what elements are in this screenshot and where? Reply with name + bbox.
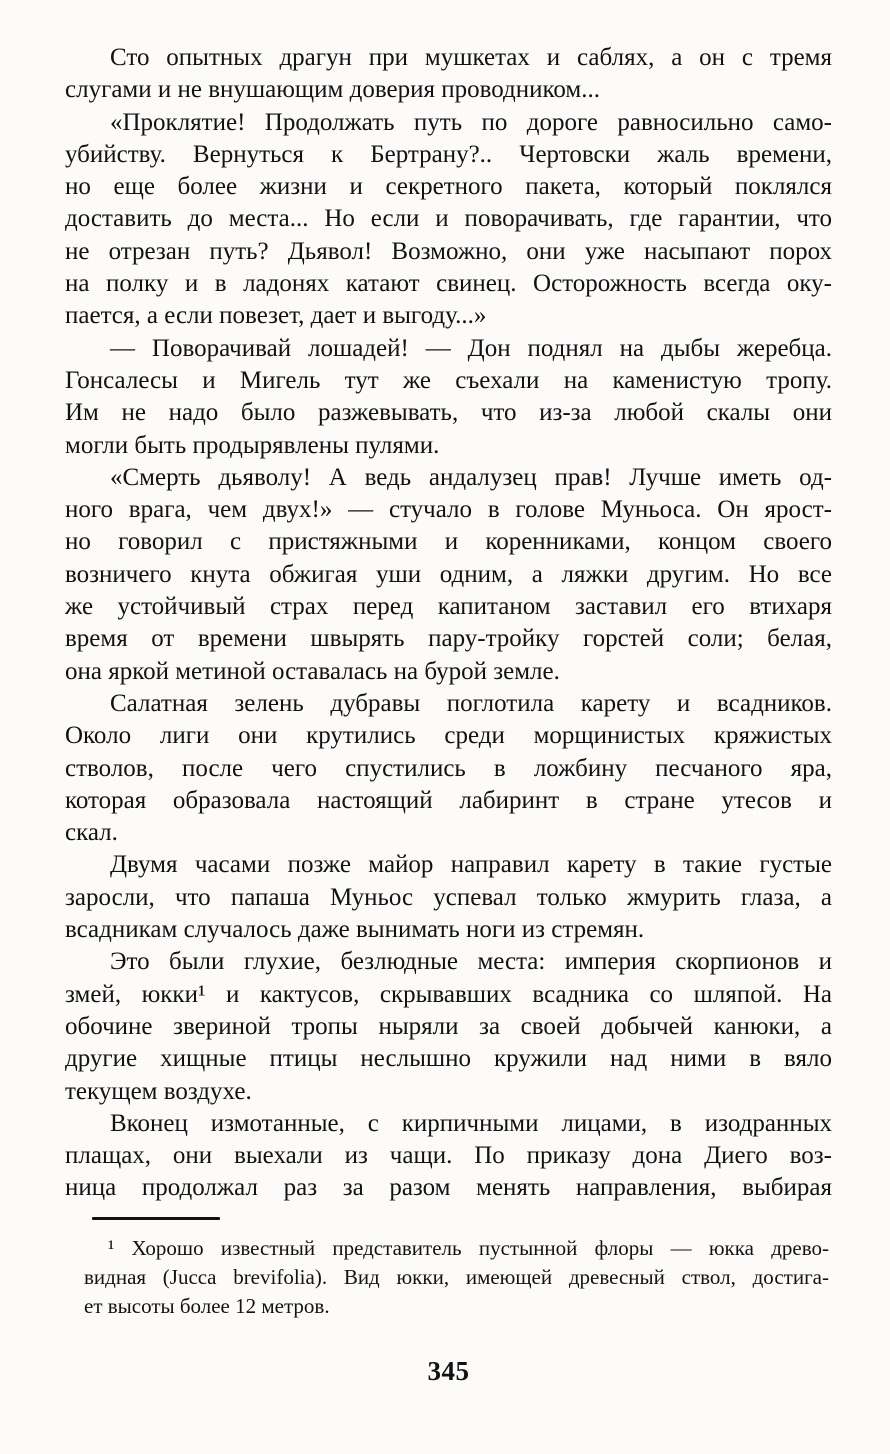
text-line: скал. xyxy=(65,819,118,847)
text-line: пается, а если повезет, дает и выгоду...» xyxy=(65,302,487,330)
text-line: которая образовала настоящий лабиринт в стране утесов и xyxy=(65,786,832,814)
footnote-text xyxy=(84,1234,829,1320)
text-line: не отрезан путь? Дьявол! Возможно, они уже насыпают порох xyxy=(65,237,832,265)
body-text xyxy=(65,42,832,1205)
text-line: но еще более жизни и секретного пакета, который поклялся xyxy=(65,173,832,201)
text-line: текущем воздухе. xyxy=(65,1077,252,1105)
text-line: могли быть продырявлены пулями. xyxy=(65,431,440,459)
footnote-line: видная (Jucca brevifolia). Вид юкки, имеющей древесный ствол, достига- xyxy=(84,1264,829,1289)
text-line: «Смерть дьяволу! А ведь андалузец прав! Лучше иметь од- xyxy=(110,463,832,491)
text-line: убийству. Вернуться к Бертрану?.. Чертовски жаль времени, xyxy=(65,140,832,168)
text-line: Гонсалесы и Мигель тут же съехали на каменистую тропу. xyxy=(65,366,832,394)
footnote-separator xyxy=(92,1217,220,1220)
text-line: всадникам случалось даже вынимать ноги из стремян. xyxy=(65,916,645,944)
text-line: Двумя часами позже майор направил карету в такие густые xyxy=(110,851,832,879)
text-line: заросли, что папаша Муньос успевал только жмурить глаза, а xyxy=(65,883,832,911)
text-line: ница продолжал раз за разом менять направления, выбирая xyxy=(65,1174,832,1202)
text-line: — Поворачивай лошадей! — Дон поднял на дыбы жеребца. xyxy=(110,334,832,362)
text-line: слугами и не внушающим доверия проводником... xyxy=(65,76,600,104)
text-line: но говорил с пристяжными и коренниками, концом своего xyxy=(65,528,832,556)
text-line: ного врага, чем двух!» — стучало в голове Муньоса. Он ярост- xyxy=(65,496,832,524)
footnote-line: ет высоты более 12 метров. xyxy=(84,1293,330,1318)
text-line: Около лиги они крутились среди морщинистых кряжистых xyxy=(65,722,832,750)
footnote-line: ¹ Хорошо известный представитель пустынной флоры — юкка древо- xyxy=(108,1236,829,1260)
text-line: время от времени швырять пару-тройку горстей соли; белая, xyxy=(65,625,832,653)
text-line: плащах, они выехали из чащи. По приказу дона Диего воз- xyxy=(65,1142,832,1170)
text-line: Это были глухие, безлюдные места: империя скорпионов и xyxy=(110,948,832,976)
text-line: стволов, после чего спустились в ложбину песчаного яра, xyxy=(65,754,832,782)
page-number: 345 xyxy=(427,1356,470,1386)
text-line: Сто опытных драгун при мушкетах и саблях, а он с тремя xyxy=(110,44,832,71)
text-line: «Проклятие! Продолжать путь по дороге равносильно само- xyxy=(110,108,832,136)
text-line: же устойчивый страх перед капитаном заставил его втихаря xyxy=(65,593,832,621)
text-line: змей, юкки¹ и кактусов, скрывавших всадника со шляпой. На xyxy=(65,980,832,1008)
text-line: доставить до места... Но если и поворачивать, где гарантии, что xyxy=(65,205,832,233)
text-line: Салатная зелень дубравы поглотила карету и всадников. xyxy=(110,689,832,717)
text-line: Им не надо было разжевывать, что из-за любой скалы они xyxy=(65,399,832,427)
text-line: обочине звериной тропы ныряли за своей добычей канюки, а xyxy=(65,1012,832,1040)
text-line: возничего кнута обжигая уши одним, а ляжки другим. Но все xyxy=(65,560,832,588)
text-line: Вконец измотанные, с кирпичными лицами, в изодранных xyxy=(110,1109,832,1137)
text-line: она яркой метиной оставалась на бурой земле. xyxy=(65,657,560,685)
text-line: другие хищные птицы неслышно кружили над ними в вяло xyxy=(65,1045,832,1073)
text-line: на полку и в ладонях катают свинец. Осторожность всегда оку- xyxy=(65,270,832,298)
